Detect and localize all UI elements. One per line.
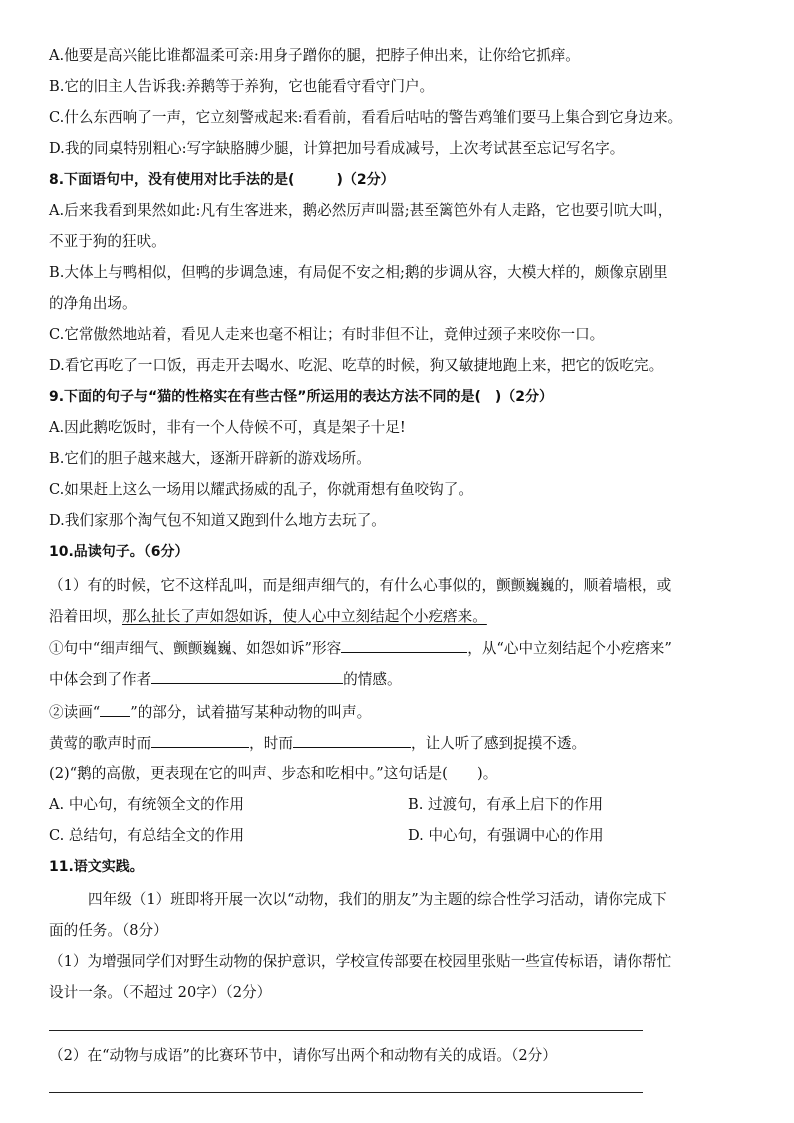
q9-stem: 9.下面的句子与“猫的性格实在有些古怪”所运用的表达方法不同的是( )（2分） — [49, 389, 553, 405]
q10-part2-options-row2 — [49, 826, 764, 846]
q10-sub3-text-mid: ，时而 — [249, 735, 293, 752]
answer-blank[interactable] — [100, 702, 130, 717]
q8-option-a-line2: 不亚于狗的狂吠。 — [49, 233, 166, 250]
q10-underlined-sentence: 那么扯长了声如怨如诉，使人心中立刻结起个小疙瘩来。 — [121, 608, 487, 625]
answer-blank[interactable] — [151, 733, 249, 748]
answer-blank[interactable] — [293, 733, 411, 748]
q7-option-b: B.它的旧主人告诉我:养鹅等于养狗，它也能看守看守门户。 — [49, 78, 435, 95]
q10-sub2-text: ②读画“ — [49, 704, 101, 721]
q8-option-c: C.它常傲然地站着，看见人走来也毫不相让；有时非但不让，竟伸过颈子来咬你一口。 — [49, 326, 605, 343]
q10-part2-options-row1 — [49, 795, 764, 815]
q7-option-d: D.我的同桌特别粗心:写字缺胳膊少腿，计算把加号看成减号，上次考试甚至忘记写名字。 — [49, 140, 625, 157]
q11-part2-answer-line[interactable] — [49, 1092, 643, 1093]
q11-part1-line1: （1）为增强同学们对野生动物的保护意识，学校宣传部要在校园里张贴一些宣传标语，请你帮忙 — [49, 953, 672, 970]
q10-sub3 — [49, 733, 764, 754]
q7-option-c: C.什么东西响了一声，它立刻警戒起来:看看前，看看后咕咕的警告鸡雏们要马上集合到它身边来。 — [49, 109, 683, 126]
q10-sub1b-text: 中体会到了作者 — [49, 671, 152, 688]
q10-passage-prefix: 沿着田坝， — [49, 608, 122, 625]
q11-part1-line2: 设计一条。（不超过 20字）（2分） — [49, 984, 272, 1001]
q10-part2-stem: (2)“鹅的高傲，更表现在它的叫声、步态和吃相中。”这句话是( )。 — [49, 765, 498, 782]
q10-sub2-text-cont: ”的部分，试着描写某种动物的叫声。 — [130, 704, 372, 721]
q10-sub2 — [49, 702, 764, 723]
q10-stem: 10.品读句子。（6分） — [49, 544, 189, 560]
answer-blank[interactable] — [151, 669, 343, 684]
q10-part2-option-d: D. 中心句，有强调中心的作用 — [408, 827, 604, 844]
q10-part2-option-b: B. 过渡句，有承上启下的作用 — [408, 796, 604, 813]
q8-option-b-line2: 的净角出场。 — [49, 295, 137, 312]
q11-intro-line2: 面的任务。（8分） — [49, 922, 168, 939]
q10-sub1-text: ①句中“细声细气、颤颤巍巍、如怨如诉”形容 — [49, 640, 342, 657]
q10-sub3-text-end: ，让人听了感到捉摸不透。 — [410, 735, 587, 752]
q10-sub3-text: 黄莺的歌声时而 — [49, 735, 152, 752]
q11-intro-line1: 四年级（1）班即将开展一次以“动物，我们的朋友”为主题的综合性学习活动，请你完成下 — [88, 891, 667, 908]
q10-sub1-text-cont: ，从“心中立刻结起个小疙瘩来” — [467, 640, 672, 657]
q9-option-c: C.如果赶上这么一场用以耀武扬威的乱子，你就甭想有鱼咬钩了。 — [49, 481, 473, 498]
q10-sub1b-text-cont: 的情感。 — [343, 671, 402, 688]
q8-option-b-line1: B.大体上与鸭相似，但鸭的步调急速，有局促不安之相;鹅的步调从容，大模大样的，颇像京剧里 — [49, 264, 668, 281]
q10-sub1-line1 — [49, 638, 764, 659]
q8-option-d: D.看它再吃了一口饭，再走开去喝水、吃泥、吃草的时候，狗又敏捷地跑上来，把它的饭吃完。 — [49, 357, 664, 374]
q10-passage-line2 — [49, 607, 764, 627]
q10-part2-option-a: A. 中心句，有统领全文的作用 — [49, 796, 244, 813]
q9-option-a: A.因此鹅吃饭时，非有一个人侍候不可，真是架子十足! — [49, 419, 406, 436]
q11-stem: 11.语文实践。 — [49, 859, 144, 875]
q10-sub1-line2 — [49, 669, 764, 690]
answer-blank[interactable] — [341, 638, 467, 653]
q10-passage-line1: （1）有的时候，它不这样乱叫，而是细声细气的，有什么心事似的，颤颤巍巍的，顺着墙根，或 — [49, 577, 672, 594]
q8-option-a-line1: A.后来我看到果然如此:凡有生客进来，鹅必然厉声叫嚣;甚至篱笆外有人走路，它也要引吭大叫， — [49, 202, 673, 219]
q7-option-a: A.他要是高兴能比谁都温柔可亲:用身子蹭你的腿，把脖子伸出来，让你给它抓痒。 — [49, 47, 580, 64]
q11-part1-answer-line[interactable] — [49, 1030, 643, 1031]
q10-part2-option-c: C. 总结句，有总结全文的作用 — [49, 827, 245, 844]
q11-part2: （2）在“动物与成语”的比赛环节中，请你写出两个和动物有关的成语。（2分） — [49, 1047, 557, 1064]
q9-option-d: D.我们家那个淘气包不知道又跑到什么地方去玩了。 — [49, 512, 386, 529]
q8-stem: 8.下面语句中，没有使用对比手法的是( )（2分） — [49, 172, 395, 188]
q9-option-b: B.它们的胆子越来越大，逐渐开辟新的游戏场所。 — [49, 450, 371, 467]
